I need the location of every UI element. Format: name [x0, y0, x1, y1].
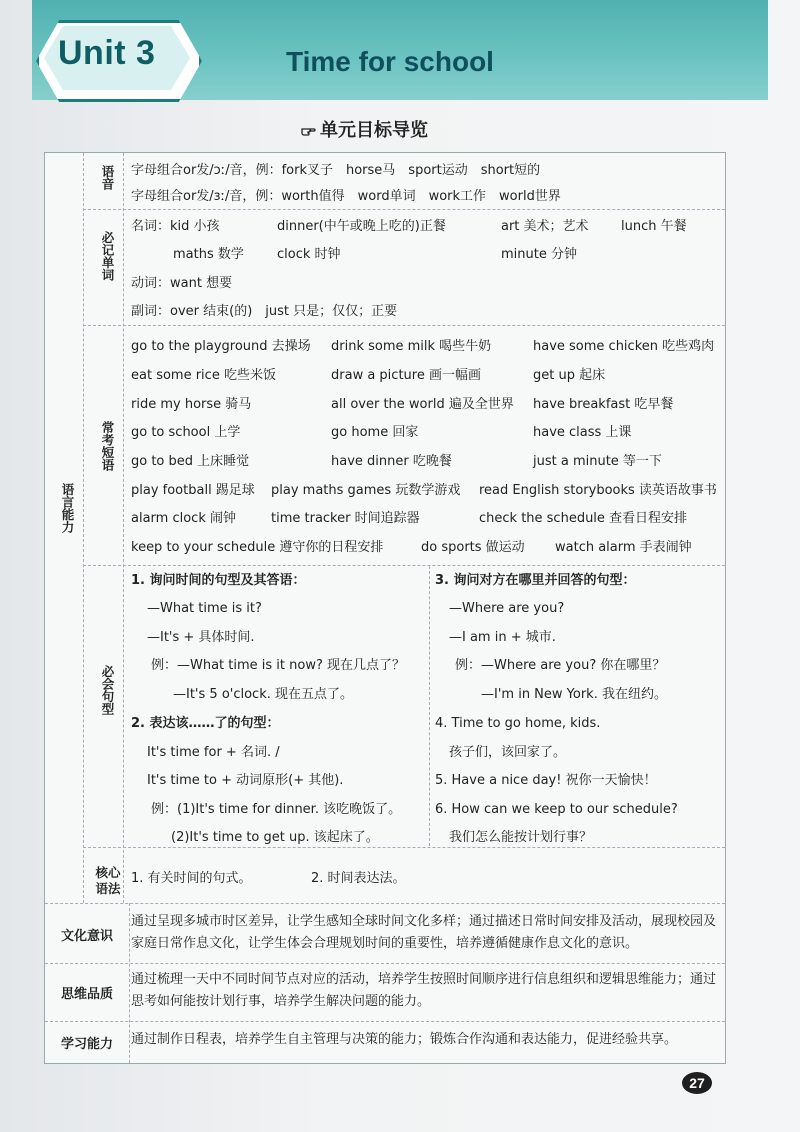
unit-title: Time for school — [286, 46, 494, 77]
phrase: go to school 上学 — [131, 425, 241, 440]
phrase: play football 踢足球 — [131, 483, 255, 498]
unit-number: Unit 3 — [58, 34, 156, 72]
sentence-left: —It's + 具体时间. — [147, 630, 255, 645]
culture-text: 通过呈现多城市时区差异，让学生感知全球时间文化多样；通过描述日常时间安排及活动，展现校园及家庭日常作息文化，让学生体会合理规划时间的重要性，培养遵循健康作息文化的意识。 — [131, 914, 717, 951]
word-dinner: dinner(中午或晚上吃的)正餐 — [277, 219, 446, 234]
bottom-label-divider — [129, 903, 130, 1063]
phrase: have dinner 吃晚餐 — [331, 454, 452, 469]
phrases-label: 常考短语 — [100, 421, 115, 471]
section-title — [300, 116, 428, 142]
word-verb: 动词：want 想要 — [131, 276, 233, 291]
phrase: go to the playground 去操场 — [131, 339, 311, 354]
phrase: draw a picture 画一幅画 — [331, 368, 481, 383]
sentence-left: It's time to + 动词原形(+ 其他). — [147, 773, 344, 788]
phrase: eat some rice 吃些米饭 — [131, 368, 276, 383]
page-number: 27 — [682, 1072, 712, 1094]
phrase: all over the world 遍及全世界 — [331, 397, 514, 412]
sentence-right: 例：—Where are you? 你在哪里？ — [455, 658, 666, 673]
sentence-right: —Where are you? — [449, 601, 565, 616]
pointing-hand-icon — [300, 122, 316, 138]
sentence-right: —I am in + 城市. — [449, 630, 556, 645]
word-noun-kid: 名词：kid 小孩 — [131, 219, 220, 234]
sentence-right: 3. 询问对方在哪里并回答的句型： — [435, 573, 636, 588]
phrase: do sports 做运动 — [421, 540, 525, 555]
phrase: alarm clock 闹钟 — [131, 511, 236, 526]
sentence-right: 4. Time to go home, kids. — [435, 716, 601, 731]
grammar-item-1: 1. 有关时间的句式。 — [131, 871, 252, 886]
row-divider — [83, 847, 725, 848]
sentence-left: 例：(1)It's time for dinner. 该吃晚饭了。 — [151, 802, 402, 817]
sentence-right: 孩子们，该回家了。 — [449, 745, 567, 760]
sentence-left: 1. 询问时间的句型及其答语： — [131, 573, 306, 588]
phrase: read English storybooks 读英语故事书 — [479, 483, 717, 498]
grammar-label: 核心语法 — [95, 865, 121, 896]
phrase: get up 起床 — [533, 368, 606, 383]
grammar-item-2: 2. 时间表达法。 — [311, 871, 406, 886]
word-clock: clock 时钟 — [277, 247, 341, 262]
phrase: check the schedule 查看日程安排 — [479, 511, 688, 526]
sentence-right: 5. Have a nice day! 祝你一天愉快！ — [435, 773, 657, 788]
sentence-left: It's time for + 名词. / — [147, 745, 280, 760]
sentence-right: —I'm in New York. 我在纽约。 — [481, 687, 667, 702]
sentence-left: 2. 表达该……了的句型： — [131, 716, 280, 731]
word-minute: minute 分钟 — [501, 247, 577, 262]
pronunciation-line-2: 字母组合or发/ɜː/音，例：worth值得 word单词 work工作 world世界 — [131, 189, 561, 204]
phrase: drink some milk 喝些牛奶 — [331, 339, 492, 354]
learning-label: 学习能力 — [60, 1037, 113, 1052]
words-label: 必记单词 — [100, 231, 115, 281]
row-divider — [45, 963, 725, 964]
phrase: keep to your schedule 遵守你的日程安排 — [131, 540, 384, 555]
word-adverb: 副词：over 结束(的) just 只是；仅仅；正要 — [131, 304, 398, 319]
sentence-left: —It's 5 o'clock. 现在五点了。 — [173, 687, 353, 702]
phrase: ride my horse 骑马 — [131, 397, 252, 412]
row-divider — [45, 1021, 725, 1022]
learning-text: 通过制作日程表，培养学生自主管理与决策的能力；锻炼合作沟通和表达能力，促进经验共享。 — [131, 1032, 678, 1047]
word-lunch: lunch 午餐 — [621, 219, 687, 234]
sentence-right: 6. How can we keep to our schedule? — [435, 802, 678, 817]
thinking-label: 思维品质 — [60, 987, 113, 1002]
phrase: just a minute 等一下 — [533, 454, 662, 469]
section-title-text: 单元目标导览 — [320, 120, 428, 141]
culture-label: 文化意识 — [60, 929, 113, 944]
sentence-left: 例：—What time is it now? 现在几点了？ — [151, 658, 406, 673]
sentence-right: 我们怎么能按计划行事？ — [449, 830, 593, 845]
pronunciation-label: 语音 — [100, 165, 115, 190]
phrase: have some chicken 吃些鸡肉 — [533, 339, 715, 354]
goals-table — [44, 152, 726, 1064]
phrase: go to bed 上床睡觉 — [131, 454, 250, 469]
word-art: art 美术；艺术 — [501, 219, 589, 234]
row-divider — [83, 325, 725, 326]
sentence-left: (2)It's time to get up. 该起床了。 — [171, 830, 379, 845]
sentences-label: 必会句型 — [100, 665, 115, 715]
language-ability-label: 语言能力 — [60, 483, 75, 533]
thinking-text: 通过梳理一天中不同时间节点对应的活动，培养学生按照时间顺序进行信息组织和逻辑思维能力；通过思考如何能按计划行事，培养学生解决问题的能力。 — [131, 972, 717, 1009]
word-maths: maths 数学 — [173, 247, 244, 262]
phrase: have class 上课 — [533, 425, 632, 440]
sentence-column-divider — [429, 566, 430, 846]
row-divider — [83, 209, 725, 210]
pronunciation-line-1: 字母组合or发/ɔː/音，例：fork叉子 horse马 sport运动 short短的 — [131, 163, 541, 178]
sentence-left: —What time is it? — [147, 601, 262, 616]
phrase: watch alarm 手表闹钟 — [555, 540, 692, 555]
phrase: time tracker 时间追踪器 — [271, 511, 420, 526]
row-divider — [45, 903, 725, 904]
phrase: go home 回家 — [331, 425, 419, 440]
row-divider — [83, 565, 725, 566]
phrase: have breakfast 吃早餐 — [533, 397, 674, 412]
phrase: play maths games 玩数学游戏 — [271, 483, 461, 498]
